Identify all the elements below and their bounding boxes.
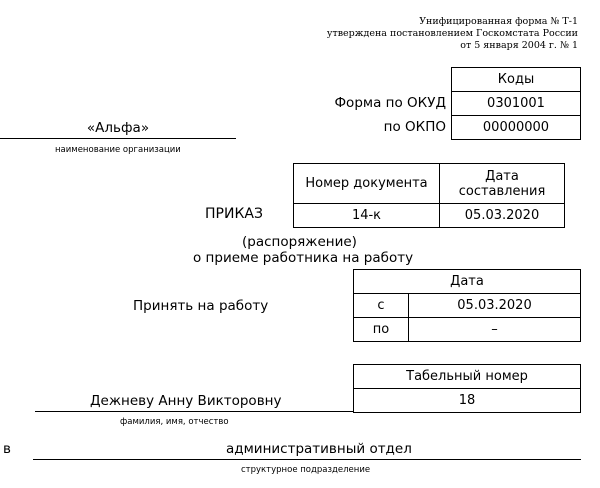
approval-line-2: утверждена постановлением Госкомстата России xyxy=(326,28,578,39)
okud-label: Форма по ОКУД xyxy=(334,95,446,111)
document-number-header: Номер документа xyxy=(293,163,440,204)
document-subtitle-1: (распоряжение) xyxy=(242,234,357,250)
employment-from-value: 05.03.2020 xyxy=(408,293,581,318)
okud-value: 0301001 xyxy=(451,91,581,116)
employee-caption: фамилия, имя, отчество xyxy=(120,417,229,427)
department-name: административный отдел xyxy=(226,441,412,457)
organization-name: «Альфа» xyxy=(86,120,150,136)
employment-to-value: – xyxy=(408,317,581,342)
form-approval-note xyxy=(327,16,578,52)
codes-header: Коды xyxy=(451,67,581,92)
document-subtitle-2: о приеме работника на работу xyxy=(193,250,414,266)
employment-date-header: Дата xyxy=(353,269,581,294)
document-number: 14-к xyxy=(293,203,440,228)
okpo-label: по ОКПО xyxy=(383,119,446,135)
okpo-value: 00000000 xyxy=(451,115,581,140)
department-underline xyxy=(33,459,581,460)
document-date: 05.03.2020 xyxy=(439,203,565,228)
employee-name-underline xyxy=(35,411,353,412)
tab-number-value: 18 xyxy=(353,388,581,413)
organization-caption: наименование организации xyxy=(55,145,181,155)
department-caption: структурное подразделение xyxy=(241,465,371,475)
document-date-header: Дата составления xyxy=(439,163,565,204)
approval-line-1: Унифицированная форма № Т-1 xyxy=(419,16,578,27)
organization-underline xyxy=(0,138,236,139)
department-prefix: в xyxy=(3,441,11,457)
employment-from-label: с xyxy=(353,293,409,318)
employment-label: Принять на работу xyxy=(133,298,269,314)
tab-number-header: Табельный номер xyxy=(353,364,581,389)
employee-name: Дежневу Анну Викторовну xyxy=(90,393,282,409)
approval-line-3: от 5 января 2004 г. № 1 xyxy=(460,40,578,51)
employment-to-label: по xyxy=(353,317,409,342)
document-title: ПРИКАЗ xyxy=(205,206,263,222)
